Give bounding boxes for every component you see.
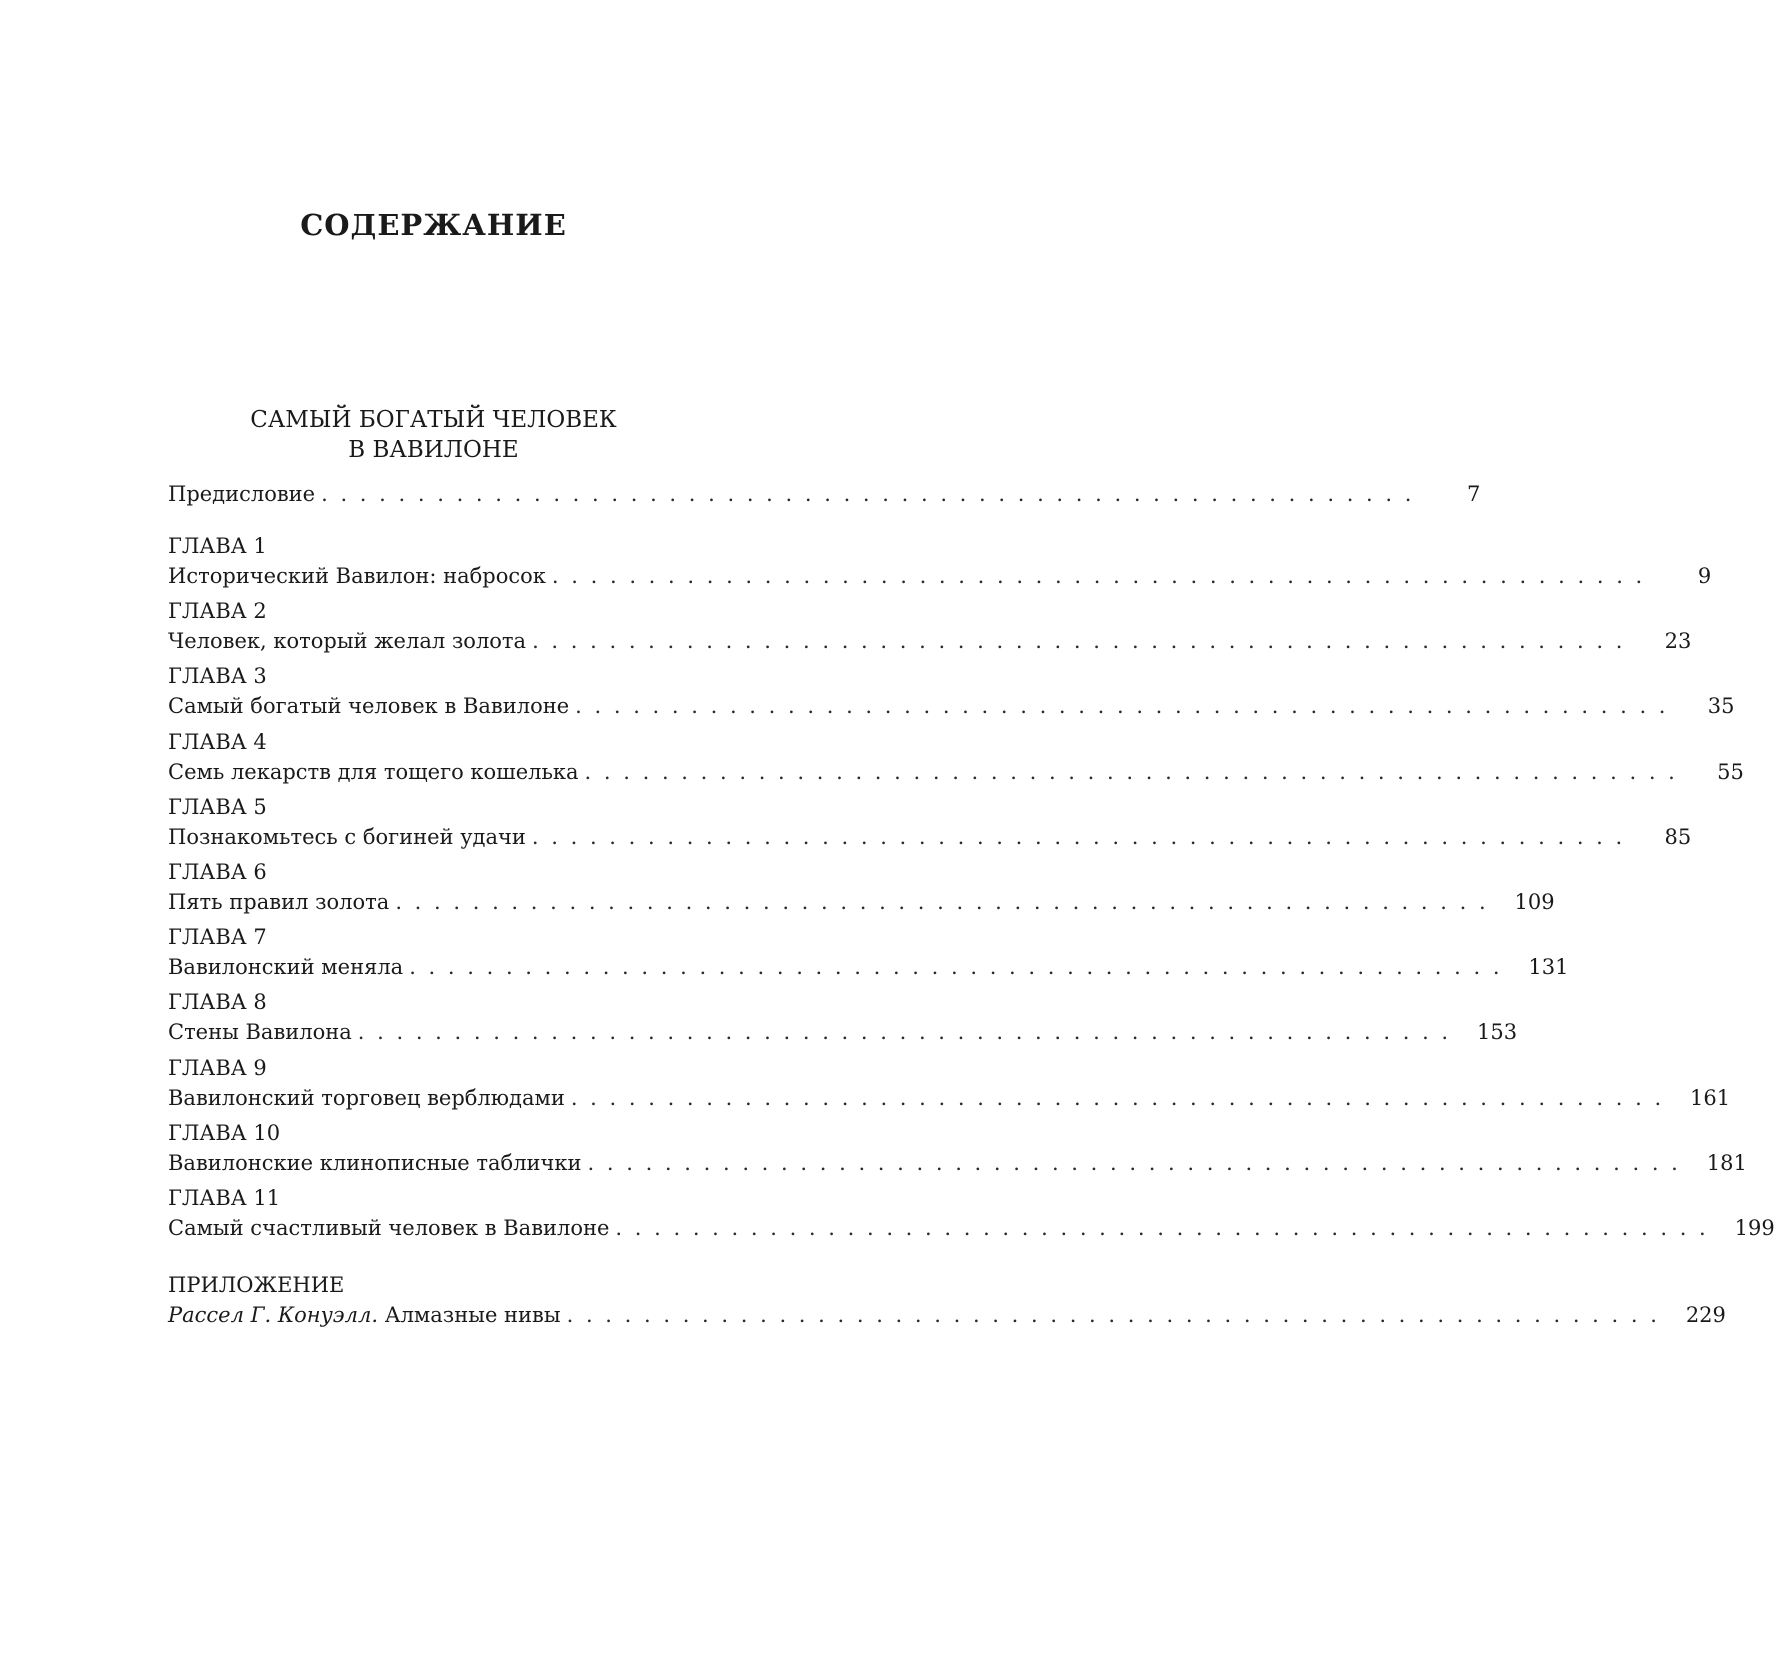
toc-entry-page: 229 bbox=[1685, 1303, 1726, 1327]
toc-leader-dots: . . . . . . . . . . . . . . . . . . . . . . . . . . . . . . . . . . . . . . . . . . . . . . . . . . . . . . . . . bbox=[531, 825, 1626, 849]
chapter-heading-9: ГЛАВА 9 bbox=[168, 1056, 267, 1080]
toc-leader-dots: . . . . . . . . . . . . . . . . . . . . . . . . . . . . . . . . . . . . . . . . . . . . . . . . . . . . . . . . . bbox=[321, 482, 1415, 506]
chapter-heading-6: ГЛАВА 6 bbox=[168, 860, 267, 884]
toc-entry-chapter-6[interactable] bbox=[168, 887, 1555, 917]
toc-entry-chapter-8[interactable] bbox=[168, 1017, 1518, 1047]
toc-entry-chapter-9[interactable] bbox=[168, 1083, 1731, 1113]
toc-entry-preface[interactable] bbox=[168, 479, 1481, 509]
toc-leader-dots: . . . . . . . . . . . . . . . . . . . . . . . . . . . . . . . . . . . . . . . . . . . . . . . . . . . . . . . . . bbox=[395, 890, 1489, 914]
toc-entry-label: Семь лекарств для тощего кошелька bbox=[168, 760, 579, 784]
page-title: СОДЕРЖАНИЕ bbox=[300, 208, 567, 242]
toc-entry-chapter-4[interactable] bbox=[168, 757, 1744, 787]
toc-entry-label: Исторический Вавилон: набросок bbox=[168, 564, 546, 588]
toc-entry-page: 7 bbox=[1467, 482, 1481, 506]
toc-leader-dots: . . . . . . . . . . . . . . . . . . . . . . . . . . . . . . . . . . . . . . . . . . . . . . . . . . . . . . . . . bbox=[532, 629, 1626, 653]
toc-entry-label: Пять правил золота bbox=[168, 890, 390, 914]
toc-entry-chapter-5[interactable] bbox=[168, 822, 1692, 852]
toc-leader-dots: . . . . . . . . . . . . . . . . . . . . . . . . . . . . . . . . . . . . . . . . . . . . . . . . . . . . . . . . . bbox=[551, 564, 1646, 588]
toc-entry-page: 9 bbox=[1697, 564, 1712, 588]
toc-entry-label: Стены Вавилона bbox=[168, 1020, 352, 1044]
toc-entry-label: Человек, который желал золота bbox=[168, 629, 527, 653]
toc-entry-label: Познакомьтесь с богиней удачи bbox=[168, 825, 526, 849]
book-title-line-2: В ВАВИЛОНЕ bbox=[348, 437, 519, 463]
toc-leader-dots: . . . . . . . . . . . . . . . . . . . . . . . . . . . . . . . . . . . . . . . . . . . . . . . . . . . . . . . . . bbox=[584, 760, 1678, 784]
appendix-author: Рассел Г. Конуэлл. bbox=[168, 1303, 378, 1327]
toc-leader-dots: . . . . . . . . . . . . . . . . . . . . . . . . . . . . . . . . . . . . . . . . . . . . . . . . . . . . . . . . . bbox=[615, 1216, 1709, 1240]
toc-entry-label: Самый счастливый человек в Вавилоне bbox=[168, 1216, 610, 1240]
toc-entry-page: 55 bbox=[1717, 760, 1744, 784]
appendix-heading: ПРИЛОЖЕНИЕ bbox=[168, 1273, 345, 1297]
toc-entry-chapter-10[interactable] bbox=[168, 1148, 1747, 1178]
book-title-line-1: САМЫЙ БОГАТЫЙ ЧЕЛОВЕК bbox=[250, 407, 617, 433]
toc-entry-page: 35 bbox=[1707, 694, 1735, 718]
toc-entry-appendix[interactable] bbox=[168, 1300, 1726, 1330]
book-title bbox=[0, 405, 867, 465]
toc-leader-dots: . . . . . . . . . . . . . . . . . . . . . . . . . . . . . . . . . . . . . . . . . . . . . . . . . . . . . . . . . bbox=[587, 1151, 1681, 1175]
toc-entry-page: 199 bbox=[1734, 1216, 1775, 1240]
chapter-heading-1: ГЛАВА 1 bbox=[168, 534, 267, 558]
appendix-title: Алмазные нивы bbox=[384, 1303, 561, 1327]
toc-leader-dots: . . . . . . . . . . . . . . . . . . . . . . . . . . . . . . . . . . . . . . . . . . . . . . . . . . . . . . . . . bbox=[409, 955, 1503, 979]
toc-entry-chapter-11[interactable] bbox=[168, 1213, 1775, 1243]
toc-entry-chapter-1[interactable] bbox=[168, 561, 1712, 591]
toc-entry-page: 109 bbox=[1514, 890, 1555, 914]
toc-entry-page: 131 bbox=[1528, 955, 1569, 979]
toc-entry-label bbox=[168, 1300, 561, 1330]
toc-entry-chapter-7[interactable] bbox=[168, 952, 1569, 982]
toc-leader-dots: . . . . . . . . . . . . . . . . . . . . . . . . . . . . . . . . . . . . . . . . . . . . . . . . . . . . . . . . . bbox=[570, 1086, 1665, 1110]
toc-entry-label: Вавилонские клинописные таблички bbox=[168, 1151, 582, 1175]
chapter-heading-2: ГЛАВА 2 bbox=[168, 599, 267, 623]
chapter-heading-11: ГЛАВА 11 bbox=[168, 1186, 281, 1210]
toc-entry-chapter-2[interactable] bbox=[168, 626, 1692, 656]
chapter-heading-3: ГЛАВА 3 bbox=[168, 664, 267, 688]
toc-entry-chapter-3[interactable] bbox=[168, 691, 1735, 721]
toc-entry-page: 85 bbox=[1664, 825, 1692, 849]
toc-entry-page: 161 bbox=[1690, 1086, 1731, 1110]
toc-entry-label: Предисловие bbox=[168, 482, 316, 506]
toc-entry-label: Самый богатый человек в Вавилоне bbox=[168, 694, 570, 718]
toc-entry-page: 181 bbox=[1706, 1151, 1747, 1175]
toc-leader-dots: . . . . . . . . . . . . . . . . . . . . . . . . . . . . . . . . . . . . . . . . . . . . . . . . . . . . . . . . . bbox=[566, 1303, 1660, 1327]
chapter-heading-7: ГЛАВА 7 bbox=[168, 925, 267, 949]
chapter-heading-8: ГЛАВА 8 bbox=[168, 990, 267, 1014]
toc-entry-page: 23 bbox=[1664, 629, 1692, 653]
toc-leader-dots: . . . . . . . . . . . . . . . . . . . . . . . . . . . . . . . . . . . . . . . . . . . . . . . . . . . . . . . . . bbox=[575, 694, 1669, 718]
toc-leader-dots: . . . . . . . . . . . . . . . . . . . . . . . . . . . . . . . . . . . . . . . . . . . . . . . . . . . . . . . . . bbox=[357, 1020, 1452, 1044]
chapter-heading-5: ГЛАВА 5 bbox=[168, 795, 267, 819]
toc-entry-page: 153 bbox=[1477, 1020, 1518, 1044]
chapter-heading-4: ГЛАВА 4 bbox=[168, 730, 267, 754]
toc-entry-label: Вавилонский меняла bbox=[168, 955, 404, 979]
chapter-heading-10: ГЛАВА 10 bbox=[168, 1121, 281, 1145]
toc-entry-label: Вавилонский торговец верблюдами bbox=[168, 1086, 565, 1110]
